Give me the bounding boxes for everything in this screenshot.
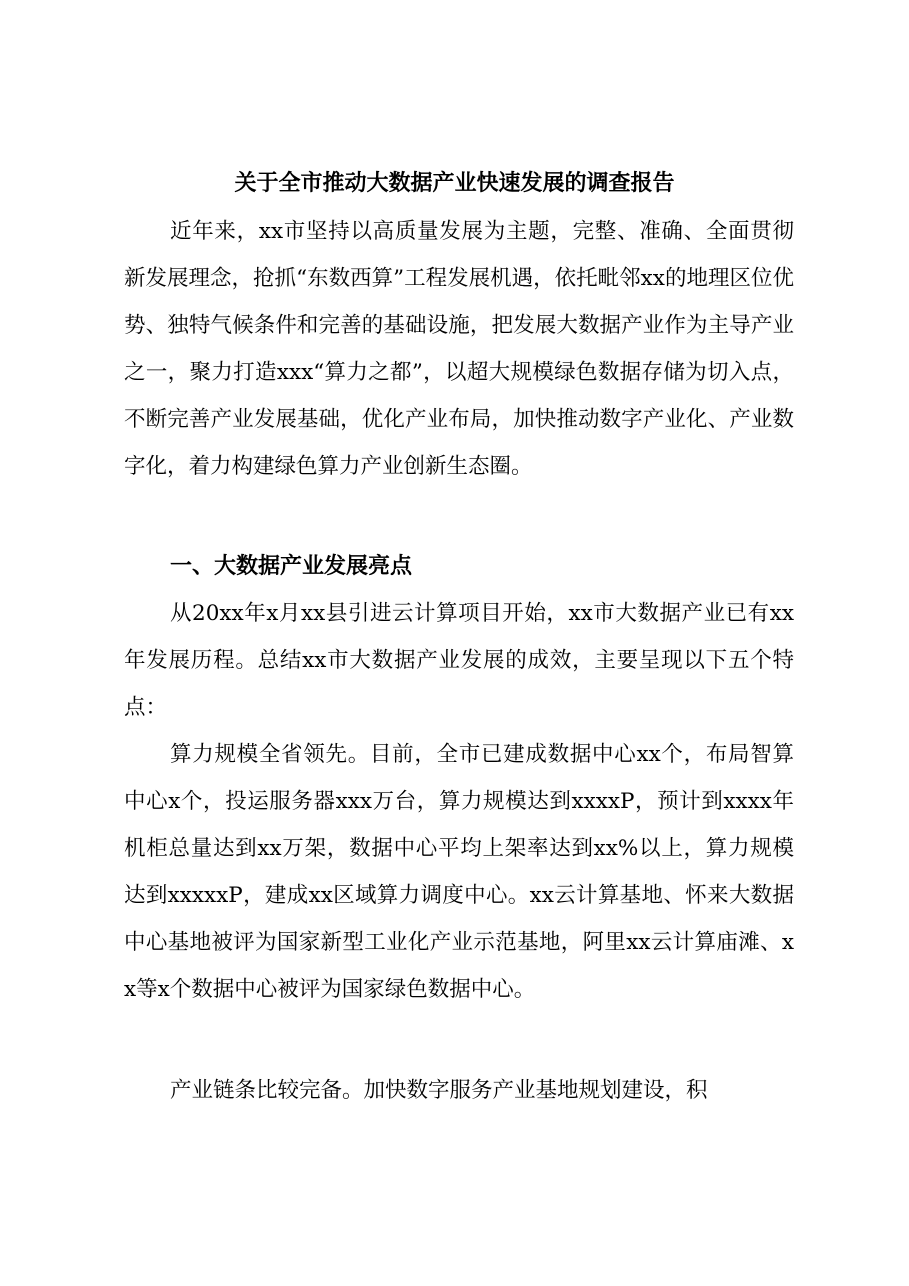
document-title: 关于全市推动大数据产业快速发展的调查报告 (234, 170, 675, 196)
industry-chain-paragraph: 产业链条比较完备。加快数字服务产业基地规划建设，积 (170, 1078, 708, 1103)
history-paragraph: 从20xx年x月xx县引进云计算项目开始，xx市大数据产业已有xx年发展历程。总结xx市大数据产业发展的成效，主要呈现以下五个特点： (124, 601, 794, 720)
computing-scale-paragraph: 算力规模全省领先。目前，全市已建成数据中心xx个，布局智算中心x个，投运服务器xxx万台，算力规模达到xxxxP，预计到xxxx年机柜总量达到xx万架，数据中心平均上架率达到xx%以上，算力规模达到xxxxxP，建成xx区域算力调度中心。xx云计算基地、怀来大数据中心基地被评为国家新型工业化产业示范基地，阿里xx云计算庙滩、xx等x个数据中心被评为国家绿色数据中心。 (124, 742, 794, 1002)
intro-paragraph: 近年来，xx市坚持以高质量发展为主题，完整、准确、全面贯彻新发展理念，抢抓“东数西算”工程发展机遇，依托毗邻xx的地理区位优势、独特气候条件和完善的基础设施，把发展大数据产业作为主导产业之一，聚力打造xxx“算力之都”，以超大规模绿色数据存储为切入点，不断完善产业发展基础，优化产业布局，加快推动数字产业化、产业数字化，着力构建绿色算力产业创新生态圈。 (124, 219, 794, 479)
section-heading-1: 一、大数据产业发展亮点 (170, 554, 413, 579)
